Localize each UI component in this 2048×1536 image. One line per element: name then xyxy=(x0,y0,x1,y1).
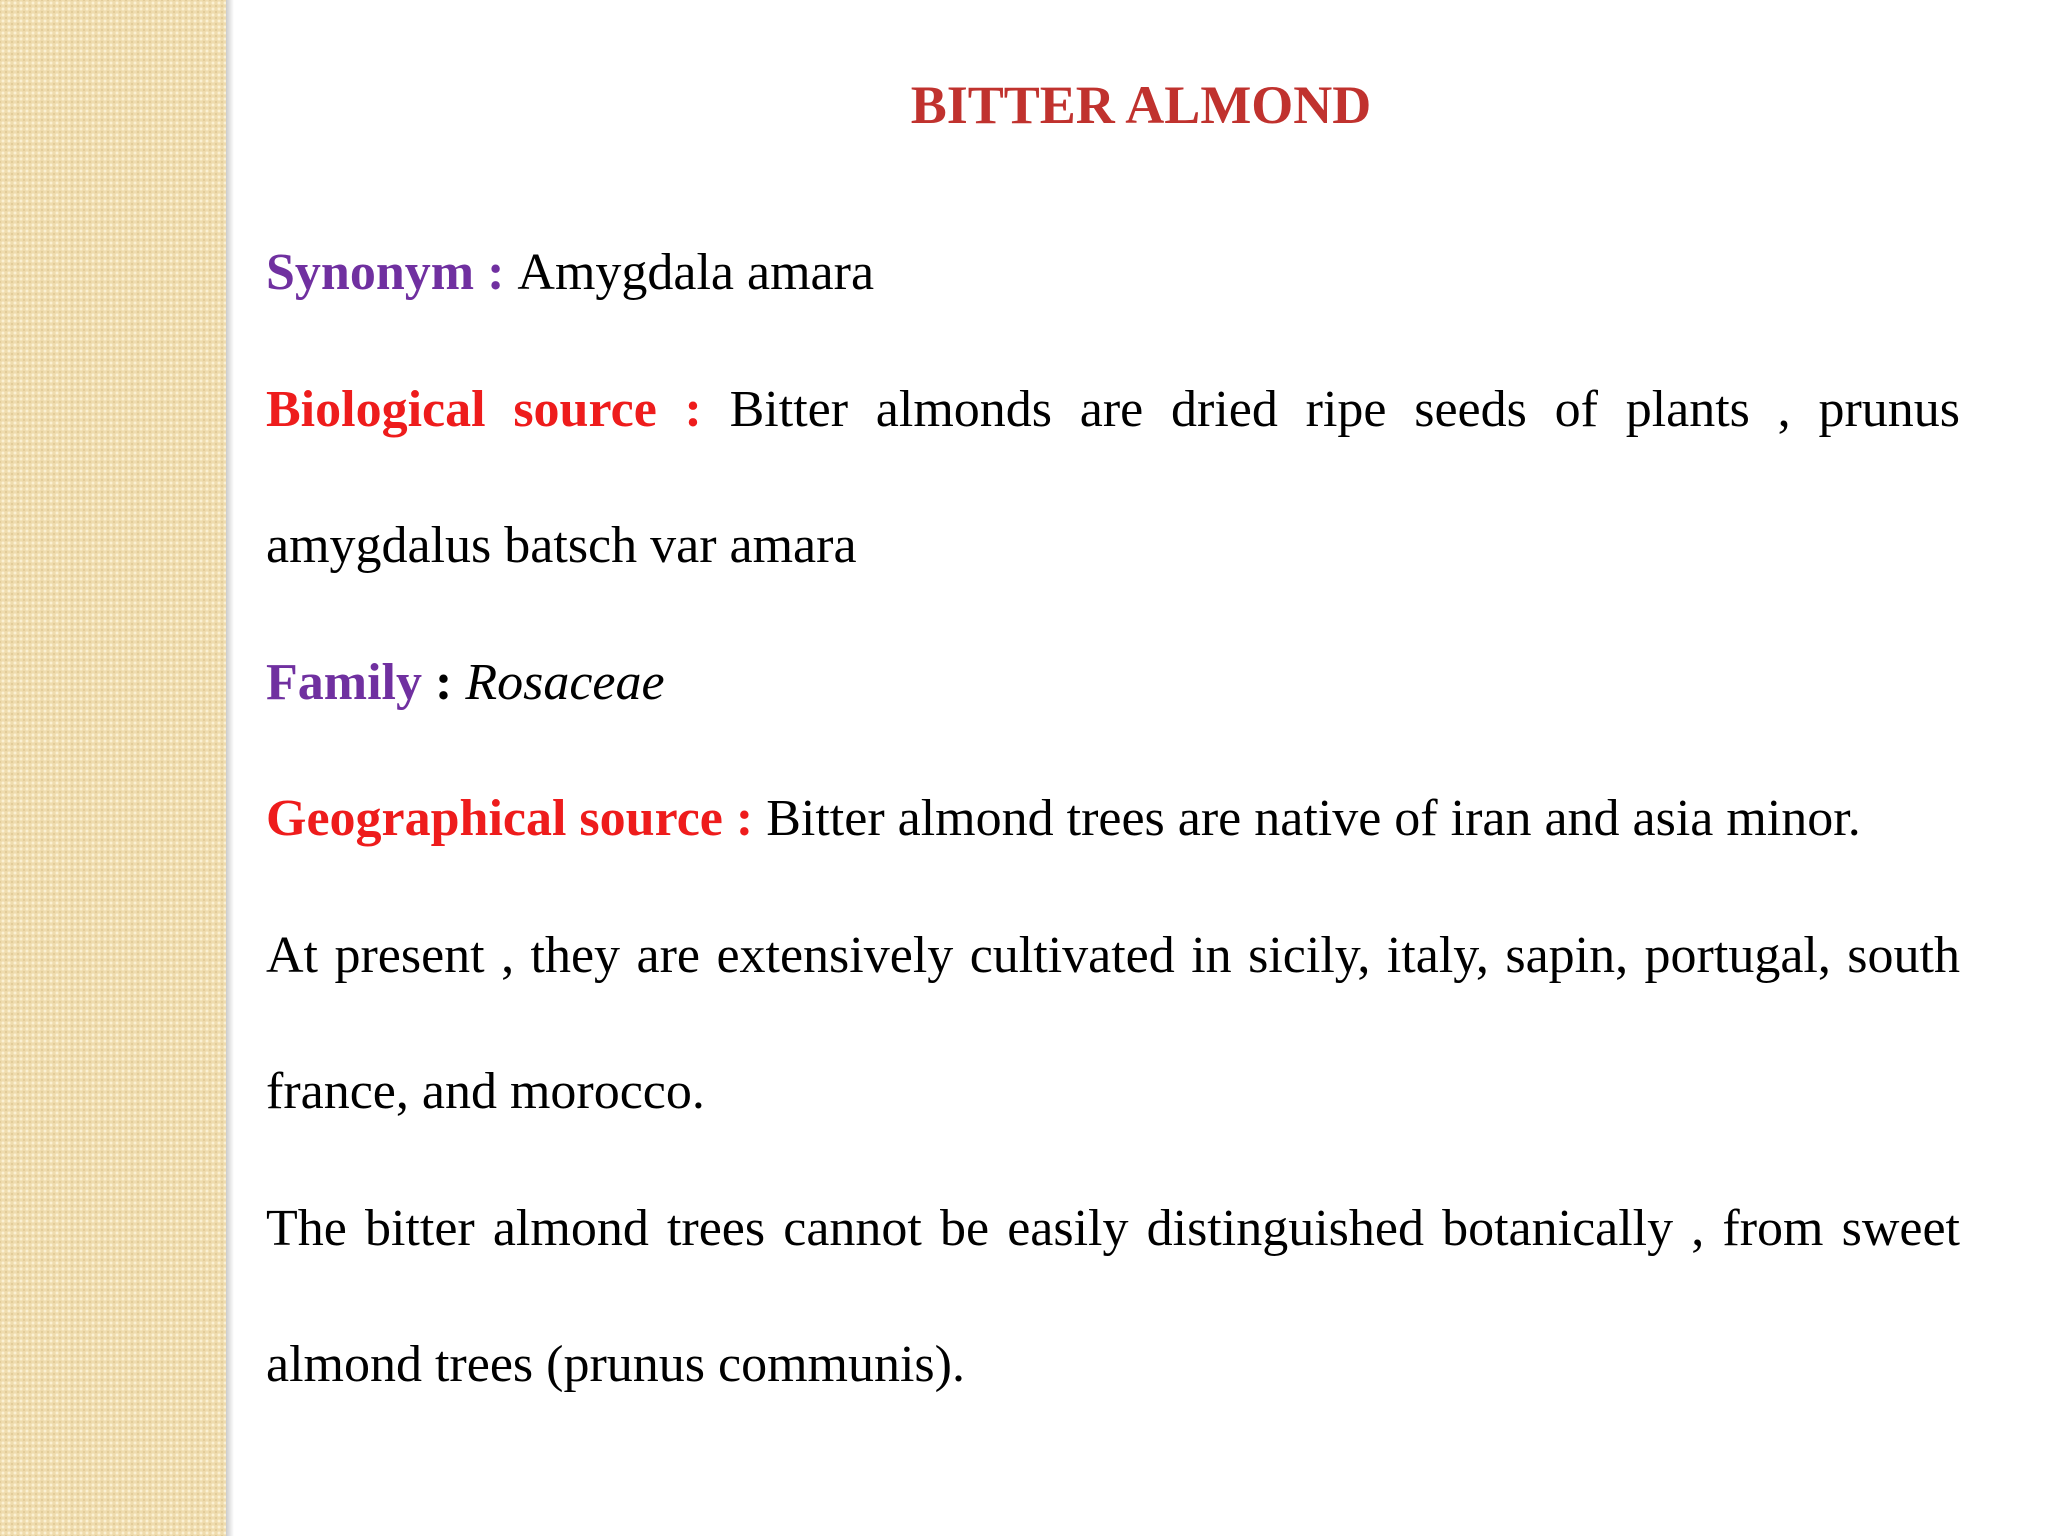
synonym-value: Amygdala amara xyxy=(517,244,875,301)
slide-body xyxy=(266,205,1960,1434)
biological-source-value: Bitter almonds are dried ripe seeds of plants , prunus amygdalus batsch var amara xyxy=(266,380,1960,574)
family-value: Rosaceae xyxy=(465,653,665,711)
geographical-source-label: Geographical source xyxy=(266,790,723,847)
distinction-paragraph: The bitter almond trees cannot be easily distinguished botanically , from sweet almond trees (prunus communis). xyxy=(266,1199,1960,1393)
biological-source-colon: : xyxy=(656,380,730,438)
geographical-source-value: Bitter almond trees are native of iran and asia minor. xyxy=(766,790,1861,847)
biological-source-label: Biological source xyxy=(266,380,657,438)
geographical-source-line xyxy=(266,751,1960,888)
synonym-label: Synonym xyxy=(266,244,475,301)
slide-title: BITTER ALMOND xyxy=(910,75,1372,135)
synonym-colon: : xyxy=(474,244,518,301)
decorative-sidebar xyxy=(0,0,226,1536)
cultivation-paragraph: At present , they are extensively cultivated in sicily, italy, sapin, portugal, south france, and morocco. xyxy=(266,926,1960,1120)
biological-source-line xyxy=(266,342,1960,615)
family-label: Family xyxy=(266,653,422,711)
family-line xyxy=(266,615,1960,752)
synonym-line xyxy=(266,205,1960,342)
family-colon: : xyxy=(421,653,466,711)
geographical-source-colon: : xyxy=(722,790,767,847)
sidebar-shadow xyxy=(226,0,234,1536)
